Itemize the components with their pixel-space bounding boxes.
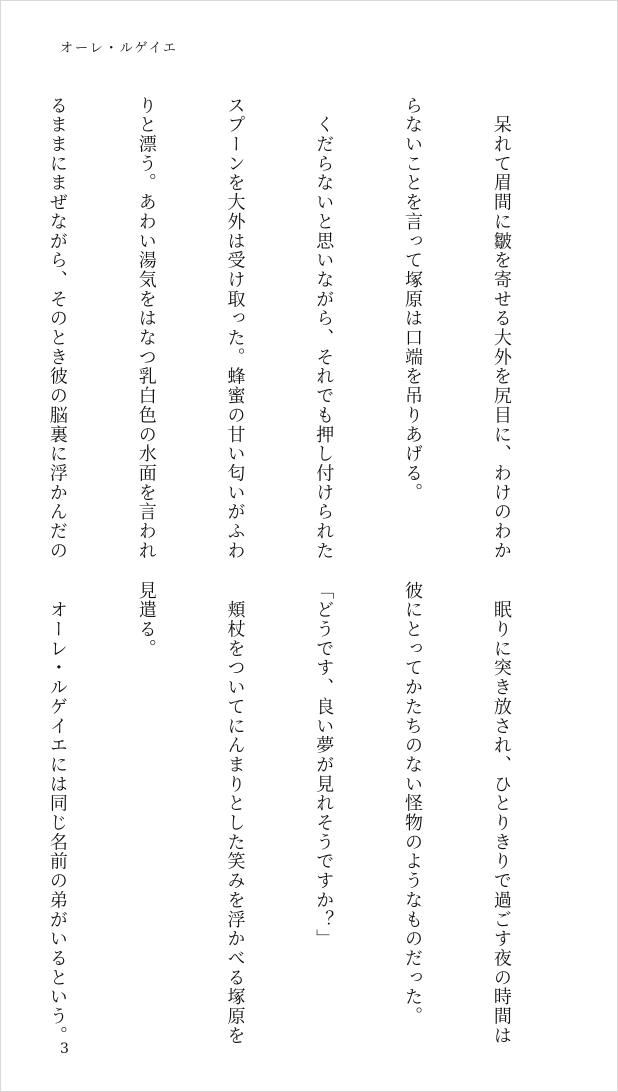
text-line: 頬杖をついてにんまりとした笑みを浮かべる塚原を [224, 581, 246, 1046]
text-line: 「どうです、良い夢が見れそうですか？」 [313, 581, 335, 949]
text-line: くだらないと思いながら、それでも押し付けられた [313, 96, 335, 561]
text-line: 眠りに突き放され、ひとりきりで過ごす夜の時間は [490, 581, 512, 1046]
text-line: るままにまぜながら、そのとき彼の脳裏に浮かんだの [46, 96, 68, 561]
text-line: 呆れて眉間に皺を寄せる大外を尻目に、わけのわか [490, 96, 512, 561]
text-line: オーレ・ルゲイエには同じ名前の弟がいるという。 [46, 581, 68, 1046]
text-line: 見遣る。 [135, 581, 157, 659]
text-block-bottom [46, 581, 575, 1046]
text-line: りと漂う。あわい湯気をはなつ乳白色の水面を言われ [135, 96, 157, 561]
page-number: 3 [60, 1041, 69, 1057]
text-line: スプーンを大外は受け取った。蜂蜜の甘い匂いがふわ [224, 96, 246, 561]
text-block-top [46, 96, 575, 561]
running-title: オーレ・ルゲイエ [60, 41, 179, 56]
text-line: 彼にとってかたちのない怪物のようなものだった。 [402, 581, 424, 1027]
text-line: らないことを言って塚原は口端を吊りあげる。 [402, 96, 424, 503]
